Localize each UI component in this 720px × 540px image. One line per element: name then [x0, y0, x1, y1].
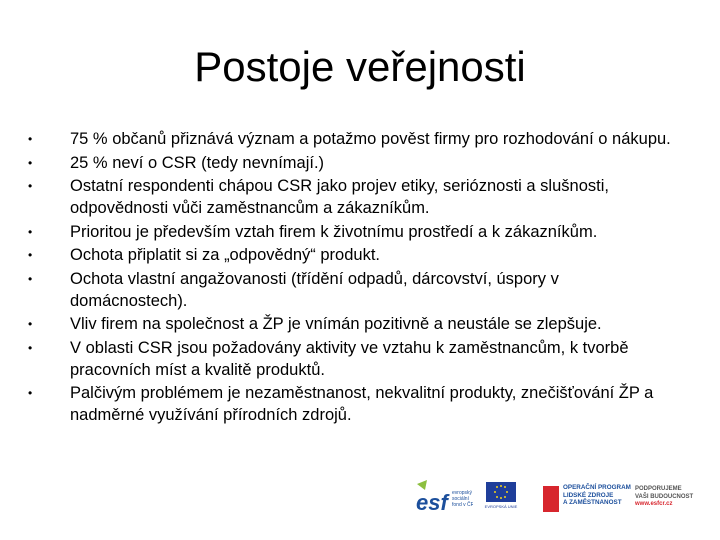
bullet-item [28, 268, 676, 312]
funding-logos [415, 478, 705, 520]
bullet-text: Palčivým problémem je nezaměstnanost, nekvalitní produkty, znečišťování ŽP a nadměrné využívání přírodních zdrojů. [70, 384, 654, 424]
bullet-text: V oblasti CSR jsou požadovány aktivity ve vztahu k zaměstnancům, k tvorbě pracovních míst a kvalitě produktů. [70, 338, 629, 379]
op-logo-line1: OPERAČNÍ PROGRAM [563, 484, 631, 491]
bullet-marker: • [28, 132, 33, 146]
bullet-item [28, 152, 676, 174]
bullet-text: Prioritou je především vztah firem k životnímu prostředí a k zákazníkům. [70, 222, 598, 241]
bullet-text: 25 % neví o CSR (tedy nevnímají.) [70, 153, 325, 172]
eu-logo [477, 480, 525, 518]
support-line1: PODPORUJEME [635, 486, 682, 492]
bullet-list [28, 128, 676, 428]
bullet-marker: • [28, 179, 33, 193]
bullet-item [28, 313, 676, 335]
support-line2: VAŠI BUDOUCNOST [635, 493, 694, 500]
bullet-marker: • [28, 340, 33, 355]
support-text [635, 480, 705, 518]
bullet-item [28, 221, 676, 243]
bullet-marker: • [28, 248, 33, 262]
esf-logo-word: esf [416, 490, 448, 515]
esf-logo [415, 480, 473, 518]
bullet-item [28, 337, 676, 381]
slide-title: Postoje veřejnosti [194, 43, 526, 90]
bullet-item [28, 175, 676, 219]
op-logo [543, 480, 633, 518]
bullet-text: Vliv firem na společnost a ŽP je vnímán pozitivně a neustále se zlepšuje. [70, 315, 602, 333]
esf-logo-sub2: sociální [452, 496, 469, 502]
op-logo-mark [543, 486, 559, 512]
bullet-marker: • [28, 155, 33, 170]
bullet-marker: • [28, 317, 33, 331]
bullet-marker: • [28, 271, 33, 286]
esf-logo-sub1: evropský [452, 490, 473, 496]
bullet-marker: • [28, 224, 33, 239]
bullet-item [28, 382, 676, 426]
support-url: www.esfcr.cz [635, 501, 673, 507]
eu-logo-caption: EVROPSKÁ UNIE [484, 504, 518, 509]
esf-logo-sub3: fond v ČR [452, 502, 473, 508]
bullet-item [28, 128, 676, 150]
esf-logo-graphic [415, 480, 473, 518]
op-logo-line2: LIDSKÉ ZDROJE [563, 491, 614, 499]
bullet-text: Ochota vlastní angažovanosti (třídění odpadů, dárcovství, úspory v domácnostech). [70, 269, 559, 310]
eu-flag-icon [486, 482, 516, 502]
bullet-text: 75 % občanů přiznává význam a potažmo pověst firmy pro rozhodování o nákupu. [70, 130, 671, 148]
op-logo-line3: A ZAMĚSTNANOST [563, 499, 622, 506]
bullet-item [28, 244, 676, 266]
bullet-text: Ochota připlatit si za „odpovědný“ produkt. [70, 246, 380, 264]
bullet-text: Ostatní respondenti chápou CSR jako projev etiky, serióznosti a slušnosti, odpovědnosti vůči zaměstnancům a zákazníkům. [70, 177, 609, 217]
bullet-marker: • [28, 386, 33, 400]
